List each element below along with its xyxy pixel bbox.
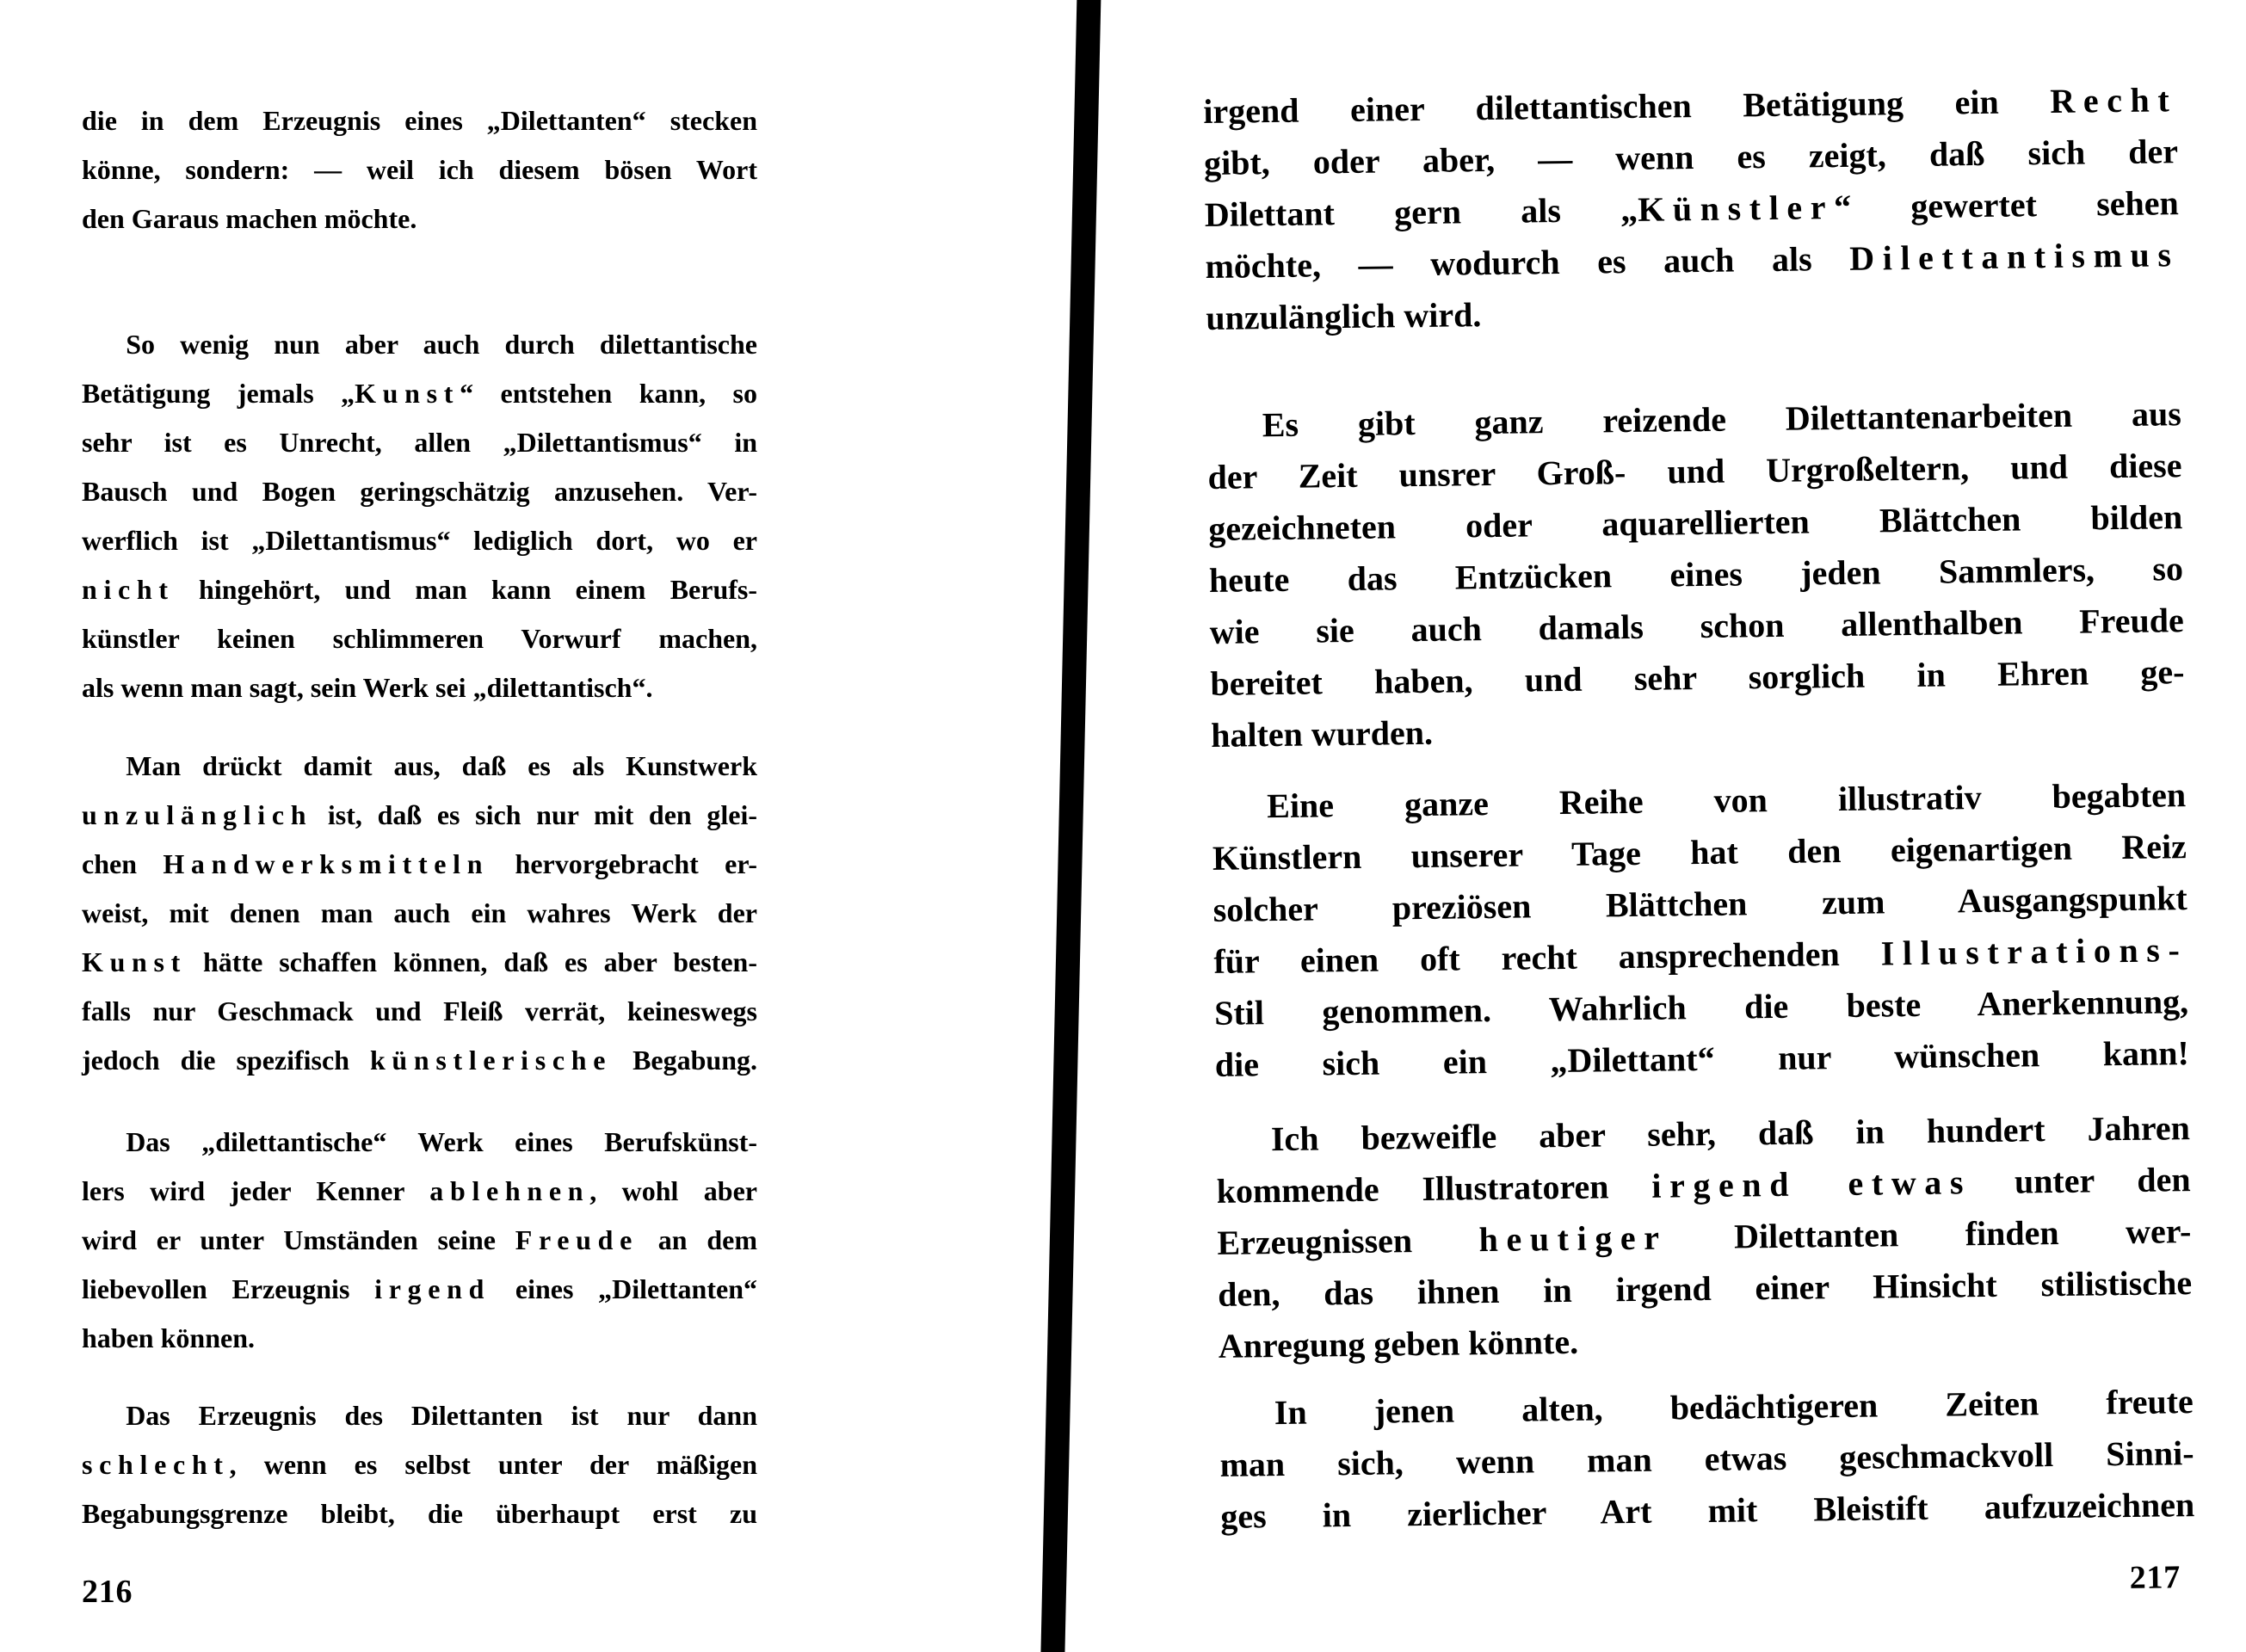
letterspaced-word: ablehnen xyxy=(429,1175,590,1206)
text-segment: eines „Dilettanten“ xyxy=(491,1273,758,1304)
text-line xyxy=(82,614,757,663)
text-segment: Anregung geben könnte. xyxy=(1218,1322,1579,1365)
text-line xyxy=(82,1216,757,1265)
text-segment: möchte, — wodurch es auch als xyxy=(1205,238,1850,286)
text-segment: Es gibt ganz reizende Dilettantenarbeiten aus xyxy=(1262,394,2182,445)
text-line xyxy=(82,1167,757,1216)
text-line xyxy=(82,467,757,516)
letterspaced-word: unzulänglich xyxy=(82,799,313,830)
paragraph xyxy=(1219,1376,2194,1543)
text-line xyxy=(82,320,757,369)
text-segment: In jenen alten, bedächtigeren Zeiten freute xyxy=(1274,1382,2194,1433)
text-segment: Stil genommen. Wahrlich die beste Anerkennung, xyxy=(1213,982,2189,1032)
text-segment: weist, mit denen man auch ein wahres Werk der xyxy=(82,897,757,928)
text-segment: gibt, oder aber, — wenn es zeigt, daß sich der xyxy=(1203,132,2179,182)
text-line xyxy=(82,369,757,418)
text-segment: sehr ist es Unrecht, allen „Dilettantismus“ in xyxy=(82,427,757,458)
text-segment: “ entstehen kann, so xyxy=(460,378,757,409)
text-segment: ges in zierlicher Art mit Bleistift aufzuzeichnen xyxy=(1220,1485,2195,1536)
paragraph xyxy=(82,1118,757,1363)
letterspaced-word: schlecht xyxy=(82,1449,230,1480)
text-line xyxy=(82,889,757,938)
paragraph xyxy=(82,96,757,243)
text-line xyxy=(1219,1309,2194,1372)
text-segment: Ich bezweifle aber sehr, daß in hundert Jahren xyxy=(1270,1108,2191,1159)
text-segment: Man drückt damit aus, daß es als Kunstwerk xyxy=(126,750,757,781)
text-line xyxy=(82,145,757,194)
text-segment: ist, daß es sich nur mit den glei- xyxy=(312,799,757,830)
text-segment: der Zeit unsrer Groß- und Urgroßeltern, und diese xyxy=(1207,446,2182,496)
text-line xyxy=(82,840,757,889)
text-line xyxy=(82,1391,757,1440)
text-segment: Betätigung jemals „ xyxy=(82,378,355,409)
letterspaced-word: irgend xyxy=(374,1273,491,1304)
text-segment: Erzeugnissen xyxy=(1217,1220,1479,1262)
text-segment: Künstlern unserer Tage hat den eigenartigen Reiz xyxy=(1212,827,2187,878)
text-line xyxy=(82,1118,757,1167)
letterspaced-word: Künstler xyxy=(1637,188,1835,229)
text-segment: hätte schaffen können, daß es aber besten- xyxy=(187,946,757,977)
text-segment: “ gewertet sehen xyxy=(1833,183,2180,227)
letterspaced-word: Freude xyxy=(515,1224,639,1255)
text-segment: hingehört, und man kann einem Berufs- xyxy=(174,574,757,605)
text-segment: halten wurden. xyxy=(1210,712,1434,755)
text-segment: wird er unter Umständen seine xyxy=(82,1224,515,1255)
letterspaced-word: nicht xyxy=(82,574,175,605)
text-segment: , wenn es selbst unter der mäßigen xyxy=(229,1449,757,1480)
page-number-left: 216 xyxy=(82,1574,133,1610)
text-segment: Begabungsgrenze bleibt, die überhaupt erst zu xyxy=(82,1498,757,1529)
text-line xyxy=(82,1440,757,1489)
letterspaced-word: Illustrations- xyxy=(1880,930,2188,973)
text-line xyxy=(82,194,757,243)
text-segment: haben können. xyxy=(82,1322,255,1353)
text-line xyxy=(82,663,757,712)
text-line xyxy=(82,791,757,840)
text-line xyxy=(82,938,757,987)
letterspaced-word: heutiger xyxy=(1478,1217,1668,1260)
text-segment: So wenig nun aber auch durch dilettantische xyxy=(126,329,757,360)
text-segment: den, das ihnen in irgend einer Hinsicht stilistische xyxy=(1217,1263,2193,1314)
letterspaced-word: Recht xyxy=(2050,80,2178,120)
text-line xyxy=(82,96,757,145)
text-segment: falls nur Geschmack und Fleiß verrät, keineswegs xyxy=(82,996,757,1026)
text-segment: Dilettanten finden wer- xyxy=(1667,1211,2192,1257)
text-segment: liebevollen Erzeugnis xyxy=(82,1273,375,1304)
text-segment: für einen oft recht ansprechenden xyxy=(1213,934,1881,981)
letterspaced-word: Handwerksmitteln xyxy=(163,848,490,879)
text-segment: kommende Illustratoren xyxy=(1216,1166,1652,1211)
paragraph xyxy=(82,1391,757,1538)
text-segment: Das „dilettantische“ Werk eines Berufskünst- xyxy=(126,1126,757,1157)
text-line xyxy=(1211,698,2186,761)
text-segment: bereitet haben, und sehr sorglich in Ehren ge- xyxy=(1210,652,2185,703)
text-segment: gezeichneten oder aquarellierten Blättchen bilden xyxy=(1208,497,2183,548)
letterspaced-word: künstlerische xyxy=(369,1045,613,1076)
text-line xyxy=(82,1489,757,1538)
text-segment: die in dem Erzeugnis eines „Dilettanten“ stecken xyxy=(82,105,757,136)
page-number-right: 217 xyxy=(2129,1559,2181,1596)
text-line xyxy=(82,1314,757,1363)
text-segment: heute das Entzücken eines jeden Sammlers, so xyxy=(1208,549,2184,600)
letterspaced-word: Dilettantismus xyxy=(1848,235,2180,278)
text-segment: lers wird jeder Kenner xyxy=(82,1175,430,1206)
text-segment: , wohl aber xyxy=(589,1175,758,1206)
text-segment: chen xyxy=(82,848,164,879)
paragraph xyxy=(82,320,757,712)
text-segment: als wenn man sagt, sein Werk sei „dilettantisch“. xyxy=(82,672,653,703)
text-line xyxy=(1206,280,2181,344)
text-line xyxy=(82,742,757,791)
text-segment: unzulänglich wird. xyxy=(1206,295,1482,337)
paragraph xyxy=(1216,1102,2194,1372)
text-line xyxy=(1215,1027,2190,1091)
text-line xyxy=(82,565,757,614)
text-segment: solcher preziösen Blättchen zum Ausgangspunkt xyxy=(1212,878,2187,929)
text-segment: jedoch die spezifisch xyxy=(82,1045,370,1076)
paragraph xyxy=(1203,74,2181,344)
text-segment: hervorgebracht er- xyxy=(489,848,758,879)
text-segment: Bausch und Bogen geringschätzig anzusehen. Ver- xyxy=(82,476,757,507)
letterspaced-word: Kunst xyxy=(355,378,460,409)
text-segment: irgend einer dilettantischen Betätigung ein xyxy=(1203,81,2051,131)
page-left-text-block xyxy=(82,96,757,1538)
text-segment: künstler keinen schlimmeren Vorwurf machen, xyxy=(82,623,757,654)
text-segment: unter den xyxy=(1971,1160,2191,1202)
text-segment: Eine ganze Reihe von illustrativ begabten xyxy=(1266,775,2187,826)
paragraph xyxy=(1212,769,2189,1091)
text-segment: den Garaus machen möchte. xyxy=(82,203,417,234)
letterspaced-word: irgend etwas xyxy=(1651,1162,1972,1205)
book-gutter-shadow xyxy=(1040,0,1101,1652)
text-line xyxy=(1220,1479,2195,1543)
text-line xyxy=(82,1036,757,1085)
page-right-text-block xyxy=(1203,74,2195,1543)
text-line xyxy=(82,516,757,565)
paragraph xyxy=(1206,388,2185,761)
text-line xyxy=(82,987,757,1036)
text-segment: Begabung. xyxy=(612,1045,758,1076)
text-segment: werflich ist „Dilettantismus“ lediglich dort, wo er xyxy=(82,525,757,556)
text-segment: könne, sondern: — weil ich diesem bösen Wort xyxy=(82,154,757,185)
text-segment: die sich ein „Dilettant“ nur wünschen kann! xyxy=(1214,1033,2190,1084)
text-segment: an dem xyxy=(639,1224,757,1255)
paragraph xyxy=(82,742,757,1085)
text-segment: Das Erzeugnis des Dilettanten ist nur dann xyxy=(126,1400,757,1431)
text-segment: man sich, wenn man etwas geschmackvoll Sinni- xyxy=(1219,1433,2194,1484)
text-line xyxy=(82,1265,757,1314)
text-segment: Dilettant gern als „ xyxy=(1204,189,1638,234)
text-line xyxy=(82,418,757,467)
text-segment: wie sie auch damals schon allenthalben Freude xyxy=(1209,601,2184,651)
letterspaced-word: Kunst xyxy=(82,946,187,977)
